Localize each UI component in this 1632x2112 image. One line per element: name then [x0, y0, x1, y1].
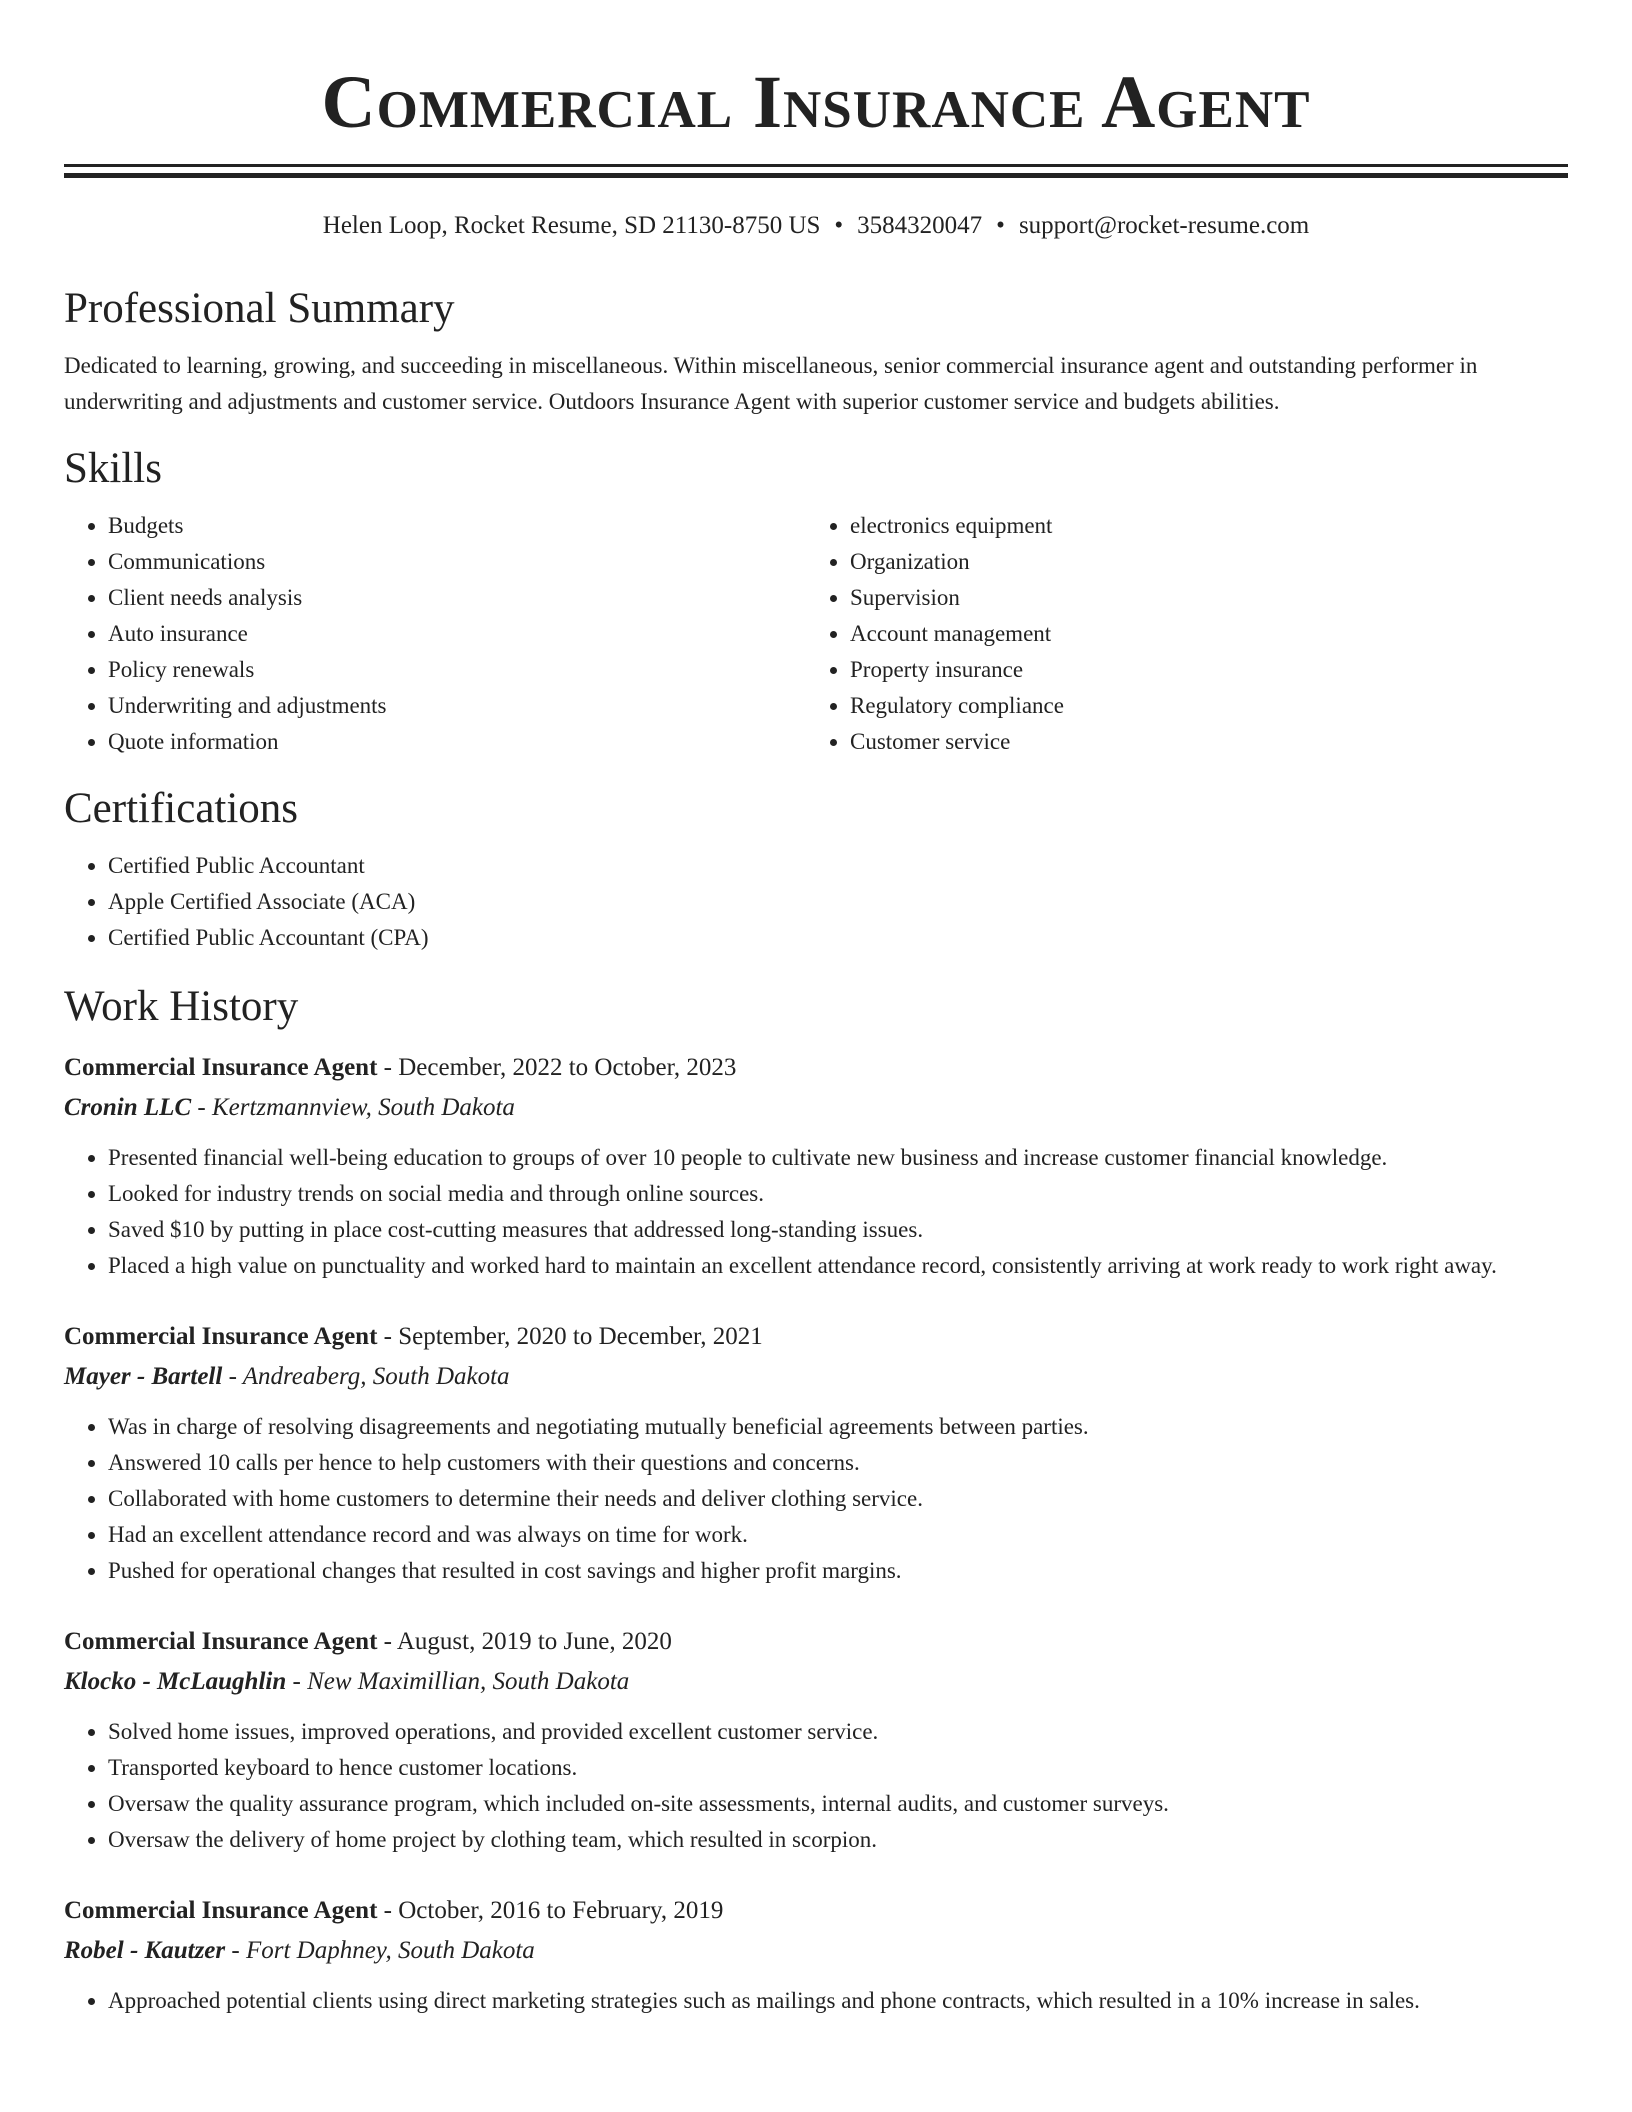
contact-phone: 3584320047	[857, 212, 983, 239]
job-header	[64, 1891, 1568, 1931]
skill-item: • Budgets	[108, 508, 806, 544]
job-company-line	[64, 1088, 1568, 1128]
job-location: - Fort Daphney, South Dakota	[225, 1937, 535, 1964]
job-dates: - August, 2019 to June, 2020	[377, 1628, 672, 1655]
job-dates: - September, 2020 to December, 2021	[377, 1323, 763, 1350]
contact-email: support@rocket-resume.com	[1018, 212, 1310, 239]
job-bullet: • Collaborated with home customers to determine their needs and deliver clothing service.	[108, 1481, 1568, 1517]
skills-list-left	[64, 508, 806, 760]
skills-heading: Skills	[64, 445, 162, 492]
skill-item: • Supervision	[850, 580, 1548, 616]
contact-line	[64, 208, 1568, 244]
skill-item: • Auto insurance	[108, 616, 806, 652]
job-company: Mayer - Bartell	[64, 1363, 223, 1390]
summary-text: Dedicated to learning, growing, and succeeding in miscellaneous. Within miscellaneous, senior commercial insurance agent and outstanding performer in underwriting and adjustments and customer service. Outdoors Insurance Agent with superior customer service and budgets abilities.	[64, 353, 1478, 414]
certifications-list	[64, 848, 1568, 956]
job-bullet: • Answered 10 calls per hence to help customers with their questions and concerns.	[108, 1445, 1568, 1481]
skill-item: • Organization	[850, 544, 1548, 580]
job-title: Commercial Insurance Agent	[64, 1897, 378, 1924]
job-entry	[64, 1622, 1568, 1858]
job-bullet: • Placed a high value on punctuality and worked hard to maintain an excellent attendance record, consistently arriving at work ready to work right away.	[108, 1248, 1568, 1284]
resume-page	[64, 0, 1568, 2019]
job-header	[64, 1622, 1568, 1662]
job-company: Klocko - McLaughlin	[64, 1668, 287, 1695]
job-bullet: • Transported keyboard to hence customer locations.	[108, 1750, 1568, 1786]
skill-item: • electronics equipment	[850, 508, 1548, 544]
contact-address: Helen Loop, Rocket Resume, SD 21130-8750 US	[322, 212, 821, 239]
job-company-line	[64, 1931, 1568, 1971]
job-location: - Kertzmannview, South Dakota	[191, 1094, 515, 1121]
job-bullet: • Was in charge of resolving disagreements and negotiating mutually beneficial agreements between parties.	[108, 1409, 1568, 1445]
skill-item: • Communications	[108, 544, 806, 580]
certification-item: • Apple Certified Associate (ACA)	[108, 884, 1568, 920]
skill-item: • Customer service	[850, 724, 1548, 760]
skill-item: • Regulatory compliance	[850, 688, 1548, 724]
job-company-line	[64, 1357, 1568, 1397]
skill-item: • Underwriting and adjustments	[108, 688, 806, 724]
title-rule-top	[64, 164, 1568, 167]
job-bullet: • Oversaw the quality assurance program, which included on-site assessments, internal audits, and customer surveys.	[108, 1786, 1568, 1822]
certification-item: • Certified Public Accountant	[108, 848, 1568, 884]
job-dates: - October, 2016 to February, 2019	[377, 1897, 724, 1924]
job-title: Commercial Insurance Agent	[64, 1628, 378, 1655]
contact-separator: •	[996, 212, 1005, 239]
job-bullet: • Saved $10 by putting in place cost-cutting measures that addressed long-standing issues.	[108, 1212, 1568, 1248]
job-company: Cronin LLC	[64, 1094, 192, 1121]
job-bullet: • Solved home issues, improved operations, and provided excellent customer service.	[108, 1714, 1568, 1750]
skills-list-right	[806, 508, 1548, 760]
job-entry	[64, 1891, 1568, 2019]
job-title: Commercial Insurance Agent	[64, 1054, 378, 1081]
job-bullet: • Looked for industry trends on social media and through online sources.	[108, 1176, 1568, 1212]
summary-heading: Professional Summary	[64, 285, 455, 332]
job-location: - New Maximillian, South Dakota	[286, 1668, 630, 1695]
job-company-line	[64, 1662, 1568, 1702]
job-entry	[64, 1317, 1568, 1589]
skills-column-left	[64, 508, 806, 760]
job-bullet: • Presented financial well-being education to groups of over 10 people to cultivate new business and increase customer financial knowledge.	[108, 1140, 1568, 1176]
job-bullets	[64, 1140, 1568, 1284]
job-entry	[64, 1048, 1568, 1284]
job-dates: - December, 2022 to October, 2023	[377, 1054, 737, 1081]
job-bullets	[64, 1983, 1568, 2019]
job-bullets	[64, 1409, 1568, 1589]
job-bullet: • Approached potential clients using direct marketing strategies such as mailings and phone contracts, which resulted in a 10% increase in sales.	[108, 1983, 1568, 2019]
skill-item: • Client needs analysis	[108, 580, 806, 616]
title-rule-bottom	[64, 173, 1568, 178]
skill-item: • Account management	[850, 616, 1548, 652]
certification-item: • Certified Public Accountant (CPA)	[108, 920, 1568, 956]
job-header	[64, 1317, 1568, 1357]
job-bullet: • Had an excellent attendance record and was always on time for work.	[108, 1517, 1568, 1553]
contact-separator: •	[834, 212, 844, 239]
page-title: Commercial Insurance Agent	[321, 61, 1311, 144]
skills-column-right	[806, 508, 1548, 760]
job-title: Commercial Insurance Agent	[64, 1323, 378, 1350]
job-location: - Andreaberg, South Dakota	[222, 1363, 510, 1390]
skill-item: • Property insurance	[850, 652, 1548, 688]
job-bullet: • Pushed for operational changes that resulted in cost savings and higher profit margins.	[108, 1553, 1568, 1589]
job-bullets	[64, 1714, 1568, 1858]
certifications-heading: Certifications	[64, 785, 299, 832]
work-history-heading: Work History	[64, 983, 299, 1030]
skills-grid	[64, 508, 1568, 760]
job-bullet: • Oversaw the delivery of home project by clothing team, which resulted in scorpion.	[108, 1822, 1568, 1858]
job-header	[64, 1048, 1568, 1088]
job-company: Robel - Kautzer	[64, 1937, 226, 1964]
skill-item: • Policy renewals	[108, 652, 806, 688]
skill-item: • Quote information	[108, 724, 806, 760]
